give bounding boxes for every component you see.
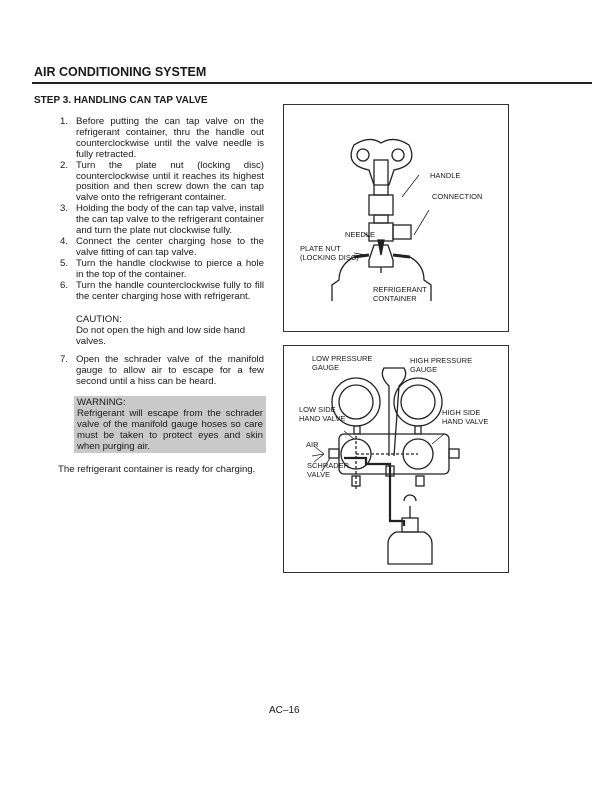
list-item bbox=[56, 161, 264, 205]
step-heading: STEP 3. HANDLING CAN TAP VALVE bbox=[34, 95, 208, 106]
list-item bbox=[56, 237, 264, 259]
item-text: Turn the plate nut (locking disc) counterclockwise until it reaches its highest position and then screw down the can tap valve onto the refrigerant container. bbox=[76, 159, 264, 204]
item-number: 5. bbox=[60, 257, 69, 269]
list-item bbox=[56, 259, 264, 281]
warning-box bbox=[74, 396, 266, 453]
caution-note bbox=[76, 314, 266, 347]
item-number: 2. bbox=[60, 159, 69, 171]
label-schrader-valve: SCHRADER VALVE bbox=[307, 461, 350, 479]
caution-title: CAUTION: bbox=[76, 314, 122, 325]
section-title: AIR CONDITIONING SYSTEM bbox=[34, 65, 207, 79]
warning-text: Refrigerant will escape from the schrader valve of the manifold gauge hoses so care must be taken to protect eyes and skin when purging air. bbox=[77, 408, 263, 452]
item-text: Turn the handle clockwise to pierce a hole in the top of the container. bbox=[76, 257, 264, 280]
list-item bbox=[56, 355, 264, 388]
item-number: 7. bbox=[60, 354, 69, 365]
step-list-2 bbox=[56, 355, 264, 388]
item-number: 3. bbox=[60, 203, 69, 215]
label-low-pressure-gauge: LOW PRESSURE GAUGE bbox=[312, 354, 373, 372]
list-item bbox=[56, 281, 264, 303]
label-high-side-hand-valve: HIGH SIDE HAND VALVE bbox=[442, 408, 489, 426]
label-handle: HANDLE bbox=[430, 171, 461, 180]
label-plate-nut: PLATE NUT (LOCKING DISC) bbox=[300, 244, 359, 262]
page-number: AC–16 bbox=[269, 705, 300, 716]
label-air: AIR bbox=[306, 440, 319, 449]
item-text: Connect the center charging hose to the valve fitting of can tap valve. bbox=[76, 235, 264, 258]
item-text: Turn the handle counterclockwise fully to fill the center charging hose with refrigerant. bbox=[76, 279, 264, 302]
item-number: 6. bbox=[60, 279, 69, 291]
manifold-gauge-drawing bbox=[284, 346, 508, 572]
item-text: Open the schrader valve of the manifold gauge to allow air to escape for a few second until a hiss can be heard. bbox=[76, 354, 264, 387]
item-number: 1. bbox=[60, 116, 69, 127]
step-list bbox=[56, 117, 264, 302]
label-low-side-hand-valve: LOW SIDE HAND VALVE bbox=[299, 405, 346, 423]
list-item bbox=[56, 117, 264, 161]
caution-text: Do not open the high and low side hand valves. bbox=[76, 325, 246, 347]
warning-title: WARNING: bbox=[77, 397, 126, 408]
figure-manifold-gauge bbox=[283, 345, 509, 573]
item-number: 4. bbox=[60, 235, 69, 247]
item-text: Before putting the can tap valve on the refrigerant container, thru the handle out counterclockwise until the valve needle is fully retracted. bbox=[76, 116, 264, 160]
figure-can-tap-valve bbox=[283, 104, 509, 332]
label-needle: NEEDLE bbox=[345, 230, 376, 239]
final-note: The refrigerant container is ready for charging. bbox=[58, 464, 256, 475]
item-text: Holding the body of the can tap valve, install the can tap valve to the refrigerant container and turn the plate nut clockwise fully. bbox=[76, 203, 264, 237]
label-high-pressure-gauge: HIGH PRESSURE GAUGE bbox=[410, 356, 473, 374]
list-item bbox=[56, 204, 264, 237]
label-connection: CONNECTION bbox=[432, 192, 483, 201]
label-container: REFRIGERANT CONTAINER bbox=[373, 285, 427, 303]
title-rule bbox=[32, 82, 592, 84]
